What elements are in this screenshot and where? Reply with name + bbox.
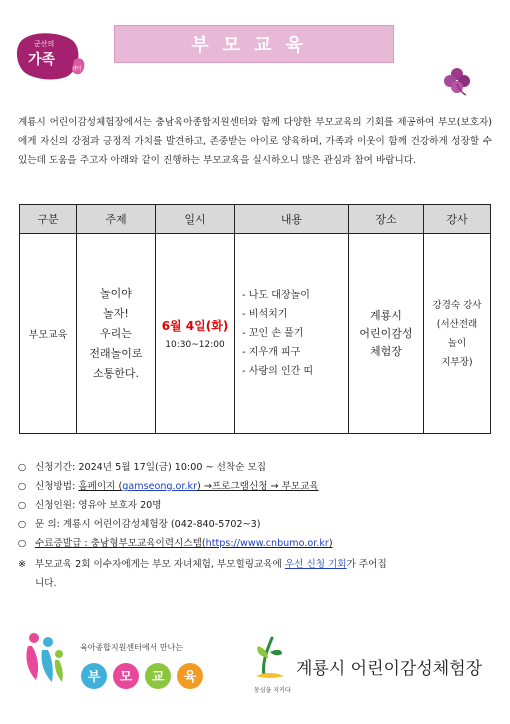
circle-bullet-icon: ○ <box>17 462 27 473</box>
info-period <box>17 458 497 477</box>
topic-line: 놀이야 <box>100 286 132 300</box>
note-continuation: 니다. <box>35 578 57 589</box>
contact-label: 문 의: <box>35 519 60 530</box>
contact-value: 계룡시 어린이감성체험장 (042-840-5702~3) <box>62 519 261 530</box>
topic-line: 우리는 <box>100 326 132 340</box>
info-contact <box>17 515 497 534</box>
header-lecturer: 강사 <box>424 205 491 234</box>
experience-center-logo-icon <box>252 628 492 698</box>
method-label: 신청방법: <box>35 481 76 492</box>
title-banner <box>114 25 394 63</box>
reference-mark-icon: ※ <box>17 559 27 570</box>
cell-place <box>349 234 424 434</box>
table-row <box>20 234 491 434</box>
info-capacity <box>17 496 497 515</box>
date-main: 6월 4일(화) <box>161 319 229 333</box>
lecturer-line: 지부장) <box>441 356 473 368</box>
lecturer-line: 놀이 <box>447 337 467 349</box>
list-item: - 지우개 피구 <box>242 347 301 358</box>
topic-line: 전래놀이로 <box>89 346 143 360</box>
education-table <box>19 204 491 434</box>
info-list <box>17 458 497 553</box>
certificate-text-b: ) <box>328 538 333 549</box>
left-logo-char: 모 <box>119 670 133 685</box>
note-text-a: 부모교육 2회 이수자에게는 부모 자녀체험, 부모힐링교육에 <box>35 559 285 570</box>
right-logo-small: 동심을 지키다 <box>254 687 291 694</box>
left-logo-char: 부 <box>87 670 101 685</box>
capacity-label: 신청인원: <box>35 500 76 511</box>
lecturer-line: 강경숙 강사 <box>432 299 482 311</box>
family-center-logo-icon <box>16 30 88 82</box>
note-highlight: 우선 신청 기회 <box>284 559 347 570</box>
list-item: - 나도 대장놀이 <box>242 290 310 301</box>
cell-content <box>235 234 349 434</box>
logo-top-text: 군산의 <box>34 40 55 48</box>
header-date: 일시 <box>156 205 235 234</box>
capacity-value: 영유아 보호자 20명 <box>78 500 162 511</box>
date-time: 10:30~12:00 <box>165 340 225 350</box>
family-center-logo <box>16 30 88 82</box>
circle-bullet-icon: ○ <box>17 481 27 492</box>
left-logo-char: 육 <box>183 670 197 685</box>
cell-date <box>156 234 235 434</box>
left-logo-char: 교 <box>151 670 165 685</box>
left-logo-caption: 육아종합지원센터에서 만나는 <box>80 643 184 652</box>
place-line: 체험장 <box>370 344 402 358</box>
header-topic: 주제 <box>77 205 156 234</box>
content-list <box>235 286 348 381</box>
homepage-link[interactable]: gamseong.or.kr <box>122 481 198 492</box>
circle-bullet-icon: ○ <box>17 538 27 549</box>
lecturer-line: (서산전래 <box>436 318 478 330</box>
parent-education-logo <box>22 628 222 698</box>
cell-category: 부모교육 <box>20 234 77 434</box>
experience-center-logo <box>252 628 492 698</box>
cell-topic <box>77 234 156 434</box>
circle-bullet-icon: ○ <box>17 500 27 511</box>
benefit-note <box>17 555 495 593</box>
intro-paragraph: 계룡시 어린이감성체험장에서는 충남육아종합지원센터와 함께 다양한 부모교육의 기회를 제공하여 부모(보호자)에게 자신의 강점과 긍정적 가치를 발견하고, 존중받는 아이로 양육하며, 가족과 이웃이 함께 건강하게 성장할 수 있는데 도움을 주고자 아래와 같이 진행하는 부모교육을 실시하오니 많은 관심과 참여 바랍니다. <box>18 117 492 166</box>
page-title: 부모교육 <box>191 35 317 56</box>
method-text-a: 홈페이지 ( <box>78 481 123 492</box>
method-text <box>78 481 318 492</box>
clover-icon <box>442 66 472 96</box>
info-method <box>17 477 497 496</box>
place-line: 계룡시 <box>370 308 402 322</box>
cnbumo-link[interactable]: https://www.cnbumo.or.kr <box>205 538 329 549</box>
logo-main-text: 가족 <box>28 52 56 68</box>
logo-sub-text: 센터 <box>72 66 82 72</box>
note-text-b: 가 주어집 <box>346 559 387 570</box>
topic-line: 소통한다. <box>92 366 139 380</box>
header-content: 내용 <box>235 205 349 234</box>
place-line: 어린이감성 <box>359 326 413 340</box>
right-logo-title: 계룡시 어린이감성체험장 <box>296 659 483 679</box>
method-text-b: ) →프로그램신청 → 부모교육 <box>197 481 319 492</box>
period-label: 신청기간: <box>35 462 76 473</box>
parent-education-logo-icon <box>22 628 222 698</box>
list-item: - 비석치기 <box>242 309 288 320</box>
certificate-text-a: 수료증발급 : 충남형부모교육이력시스템( <box>35 538 206 549</box>
period-value: 2024년 5월 17일(금) 10:00 ~ 선착순 모집 <box>78 462 266 473</box>
circle-bullet-icon: ○ <box>17 519 27 530</box>
topic-line: 놀자! <box>103 306 129 320</box>
cell-lecturer <box>424 234 491 434</box>
header-place: 장소 <box>349 205 424 234</box>
table-header-row <box>20 205 491 234</box>
info-certificate <box>17 534 497 553</box>
list-item: - 꼬인 손 풀기 <box>242 328 304 339</box>
header-category: 구분 <box>20 205 77 234</box>
list-item: - 사랑의 인간 띠 <box>242 366 314 377</box>
certificate-text <box>35 538 333 549</box>
